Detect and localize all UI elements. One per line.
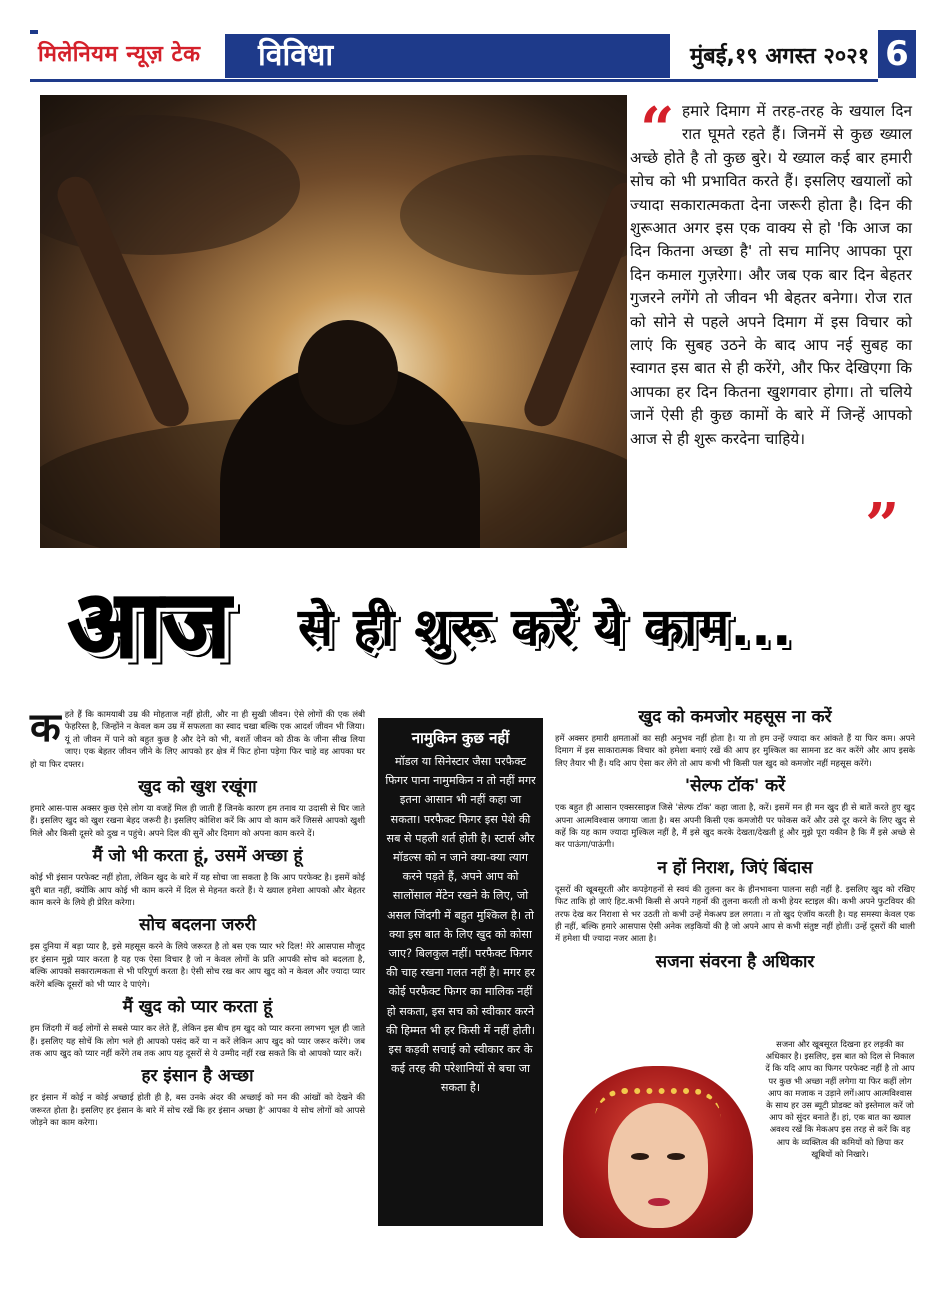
paragraph: हमें अक्सर हमारी क्षमताओं का सही अनुभव नहीं होता है। या तो हम उन्हें ज्यादा कर आंकते हैं या फिर कम। अपने दिमाग में इस साकारात्मक विचार को हमेशा बनाएं रखें की आप हर मुश्किल का सामना डट कर करेंगे और आप इसके लिए तैयार भी हैं। यदि आप ऐसा कर लेंगे तो आप कभी भी किसी पल खुद को कमजोर नहीं महसूस करेंगे। (555, 733, 915, 768)
subhead-self-talk: 'सेल्फ टॉक' करें (684, 776, 786, 797)
left-intro-text: हते हैं कि कामयाबी उम्र की मोहताज नहीं होती, और ना ही सुखी जीवन। ऐसे लोगों की एक लंबी फेहरिस्त है, जिन्होंने न केवल कम उम्र में सफलता का स्वाद चखा बल्कि एक आदर्श जीवन भी जिया। यूं तो जीवन में पाने को बहुत कुछ है और देने को भी, बशर्ते जीवन को ठीक के जीना सीख लिया जाए। एक बेहतर जीवन जीने के लिए आपको हर क्षेत्र में फिट होना पड़ेगा फिर चाहे वह आपका घर हो या फिर दफ्तर। (30, 709, 365, 769)
section-title: विविधा (258, 38, 334, 73)
paragraph: सजना और खूबसूरत दिखना हर लड़की का अधिकार है। इसलिए, इस बात को दिल से निकाल दें कि यदि आप का फिगर परफेक्ट नहीं है तो आप पर कुछ भी अच्छा नहीं लगेगा या फिर कहीं लोग आप का मजाक न उड़ाने लगें।आप आत्मविश्वास के साथ हर उस ब्यूटी प्रोडक्ट को इस्तेमाल करें जो आप को सुंदर बनाते हैं। हां, एक बात का ख्याल अवश्य रखें कि मेकअप इस तरह से करें कि वह आप के व्यक्तित्व की कमियों को छिपा कर खूबियों को निखारे। (765, 1039, 915, 1159)
issue-date: मुंबई,१९ अगस्त २०२१ (690, 44, 870, 69)
headline-big-word: आज (68, 571, 231, 678)
subhead-love-myself: मैं खुद को प्यार करता हूं (122, 997, 273, 1018)
hero-photo-raised-arms (40, 95, 627, 548)
header-rule (30, 79, 878, 82)
subhead-keep-happy: खुद को खुश रखूंगा (138, 777, 257, 798)
close-quote-icon: ” (865, 491, 900, 561)
bride-photo (553, 1058, 763, 1238)
headline-rest: से ही शुरू करें ये काम... (298, 598, 793, 658)
main-headline (68, 571, 918, 685)
subhead-dont-feel-weak: खुद को कमजोर महसूस ना करें (638, 707, 832, 727)
bride-face (608, 1103, 708, 1228)
subhead-dont-be-sad: न हों निराश, जिएं बिंदास (657, 857, 813, 878)
publication-name[interactable]: मिलेनियम न्यूज़ टेक (38, 38, 200, 68)
intro-text: हमारे दिमाग में तरह-तरह के खयाल दिन रात घूमते रहते हैं। जिनमें से कुछ ख्याल अच्छे होते है तो कुछ बुरे। ये ख्याल कई बार हमारी सोच को भी प्रभावित करते हैं। इसलिए खयालों को ज्यादा सकारात्मकता देना जरूरी होता है। दिन की शुरूआत अगर इस एक वाक्य से हो 'कि आज का दिन कितना अच्छा है' तो सच मानिए आपका पूरा दिन कमाल गुज़रेगा। और जब एक बार दिन बेहतर गुजरने लगेंगे तो जीवन भी बेहतर बनेगा। रोज रात को सोने से पहले अपने दिमाग में इस विचार को लाएं कि सुबह उठने के बाद आप नई सुबह का स्वागत इस बात से ही करेंगे, और फिर देखिएगा कि आपका हर दिन कितना खुशगवार होगा। तो चलिये जानें ऐसी ही कुछ कामों के बारे में जिन्हें आपको आज से ही शुरू करदेना चाहिये। (630, 102, 912, 448)
subhead-good-at-work: मैं जो भी करता हूं, उसमें अच्छा हूं (92, 846, 303, 867)
paragraph: हम जिंदगी में कई लोगों से सबसे प्यार कर लेते हैं, लेकिन इस बीच हम खुद को प्यार करना लगभग भूल ही जाते हैं। इसलिए यह सोचें कि लोग भले ही आपको पसंद करें या न करें लेकिन आप खुद को प्यार जरूर करेंगे। जब तक आप खुद को प्यार नहीं करेंगे तब तक आप यह दूसरों से ये उम्मीद नहीं रख सकते कि वो आपको प्यार करें। (30, 1023, 365, 1058)
lips (648, 1198, 670, 1206)
masthead (30, 30, 915, 82)
drop-cap: क (30, 705, 61, 751)
left-intro-paragraph (30, 705, 365, 770)
sidebar-title: नामुकिन कुछ नहीं (411, 729, 510, 747)
subhead-everyone-good: हर इंसान है अच्छा (141, 1066, 254, 1087)
paragraph: कोई भी इंसान परफेक्ट नहीं होता, लेकिन खुद के बारे में यह सोचा जा सकता है कि आप परफेक्ट है। इसमें कोई बुरी बात नहीं, क्योंकि आप कोई भी काम करने में दिल से मेहनत करते हैं। ये ख्याल हमेशा आपको और बेहतर काम करने के लिये ही प्रेरित करेगा। (30, 872, 365, 908)
intro-quote (630, 95, 912, 561)
person-head (298, 320, 398, 425)
paragraph: हमारे आस-पास अक्सर कुछ ऐसे लोग या वजहें मिल ही जाती हैं जिनके कारण हम तनाव या उदासी से घिर जाते हैं। इसलिए खुद को खुश रखना बेहद जरूरी है। इसलिए कोशिश करें कि आप वो काम करें जिससे आपको खुशी मिले और किसी दूसरे को दुख न पहुंचे। अपने दिल की सुनें और दिमाग को अपना काम करने दें। (30, 803, 365, 838)
eye (631, 1153, 649, 1160)
page-number: 6 (885, 34, 909, 74)
eye (667, 1153, 685, 1160)
paragraph: इस दुनिया में बड़ा प्यार है, इसे महसूस करने के लिये जरूरत है तो बस एक प्यार भरे दिल! मेरे आसपास मौजूद हर इंसान मुझे प्यार करता है यह एक ऐसा विचार है जो न केवल लोगों के प्रति आपकी सोच को बदलता है, बल्कि आपको सकारात्मकता से भी परिपूर्ण करता है। ऐसी सोच रख कर आप खुद को न केवल और ज्यादा प्यार करेंगे बल्कि दूसरों को भी प्यार दे पाएंगे। (30, 941, 365, 989)
subhead-right-to-dress-up: सजना संवरना है अधिकार (655, 951, 815, 972)
subhead-change-thinking: सोच बदलना जरुरी (139, 915, 256, 936)
sidebar-text: मॉडल या सिनेस्टार जैसा परफैक्ट फिगर पाना नामुमकिन न तो नहीं मगर इतना आसान भी नहीं कहा जा सकता। परफैक्ट फिगर इस पेशे की सब से पहली शर्त होती है। स्टार्स और मॉडल्स को न जाने क्या-क्या त्याग करने पड़ते हैं, अपने आप को सालोंसाल मेंटेन रखने के लिए, जो असल जिंदगी में बहुत मुश्किल है। तो क्या इस बात के लिए खुद को कोसा जाए? बिलकुल नहीं। परफैक्ट फिगर की चाह रखना गलत नहीं है। मगर हर कोई परफैक्ट फिगर का मालिक नहीं हो सकता, इस सच को स्वीकार करने की हिम्मत भी हर किसी में नहीं होती। इस कड़वी सचाई को स्वीकार कर के कई तरह की परेशानियों से बचा जा सकता है। (385, 755, 536, 1095)
sidebar-box-nothing-impossible (378, 718, 543, 1226)
open-quote-icon: “ (640, 95, 675, 165)
left-article-column (30, 705, 365, 1248)
paragraph: दूसरों की खूबसूरती और कपड़ेगहनों से स्वयं की तुलना कर के हीनभावना पालना सही नहीं है. इसलिए खुद को रखिए फिट ताकि हो जाएं हिट.कभी किसी से अपने गहनों की तुलना करती तो कभी हेयर स्टाइल की। कभी अपने फुटवियर की तरफ देख कर निराशा से भर उठती तो कभी उन्हें मेकअप डल लगता। न तो खुद एंजॉय करती है। यह समस्या केवल एक ही नहीं, बल्कि हमारे आसपास ऐसी अनेक लड़कियों की है जो अपने आप से कभी संतुष्ट नहीं होतीं। उन्हें दूसरों की थाली में हमेशा घी ज्यादा नजर आता है। (555, 883, 915, 944)
paragraph: एक बहुत ही आसान एक्सरसाइज जिसे 'सेल्फ टॉक' कहा जाता है, करें। इसमें मन ही मन खुद ही से बातें करते हुए खुद अपना आत्मविश्वास जगाया जाता है। बस अपनी किसी एक कमजोरी पर फोकस करें और उसे दूर करने के लिए खुद से कहें कि यह काम ज्यादा मुश्किल नहीं है, मैं इसे खुद करके देखता/देखती हूं और मुझे पूरा यकीन है कि मैं इसे अच्छे से कर पाऊंगा/पाऊंगी। (555, 802, 915, 850)
paragraph: हर इंसान में कोई न कोई अच्छाई होती ही है, बस उनके अंदर की अच्छाई को मन की आंखों को देखने की जरूरत होता है। इसलिए हर इंसान के बारे में सोच रखें कि हर इंसान अच्छा है' आपका ये सोच लोगों को आपसे जोड़ने का काम करेगा। (30, 1092, 365, 1128)
